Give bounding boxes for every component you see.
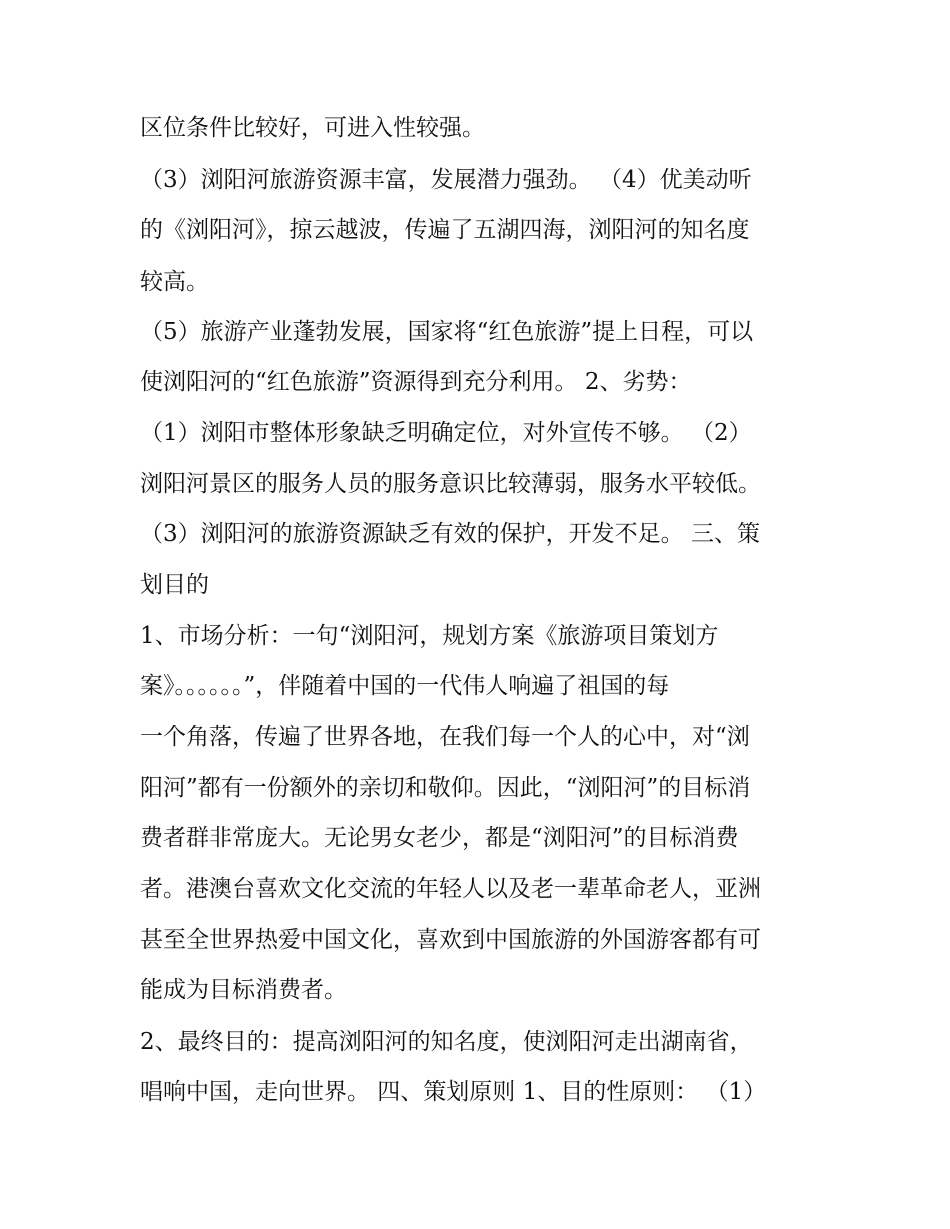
- text-line-1: 区位条件比较好，可进入性较强。: [140, 115, 485, 141]
- text-line-2: （3）浏阳河旅游资源丰富，发展潜力强劲。 （4）优美动听: [140, 167, 752, 193]
- text-line-7: （1）浏阳市整体形象缺乏明确定位，对外宣传不够。 （2）: [140, 420, 752, 446]
- text-line-8: 浏阳河景区的服务人员的服务意识比较薄弱，服务水平较低。: [140, 471, 761, 497]
- text-line-19: 2、最终目的：提高浏阳河的知名度，使浏阳河走出湖南省，: [140, 1029, 753, 1055]
- text-line-15: 费者群非常庞大。无论男女老少，都是“浏阳河”的目标消费: [140, 825, 739, 851]
- text-line-18: 能成为目标消费者。: [140, 977, 347, 1003]
- text-line-9: （3）浏阳河的旅游资源缺乏有效的保护，开发不足。 三、策: [140, 521, 760, 547]
- text-line-11: 1、市场分析：一句“浏阳河，规划方案《旅游项目策划方: [140, 623, 719, 649]
- text-line-17: 甚至全世界热爱中国文化，喜欢到中国旅游的外国游客都有可: [140, 927, 761, 953]
- text-line-20: 唱响中国，走向世界。 四、策划原则 1、目的性原则： （1）: [140, 1079, 767, 1105]
- text-line-16: 者。港澳台喜欢文化交流的年轻人以及老一辈革命老人，亚洲: [140, 876, 761, 902]
- text-line-13: 一个角落，传遍了世界各地，在我们每一个人的心中，对“浏: [140, 724, 750, 750]
- text-line-10: 划目的: [140, 572, 209, 598]
- text-line-3: 的《浏阳河》，掠云越波，传遍了五湖四海，浏阳河的知名度: [140, 217, 750, 243]
- text-line-12: 案》。。。。。。”，伴随着中国的一代伟人响遍了祖国的每: [140, 673, 670, 699]
- text-line-4: 较高。: [140, 269, 209, 295]
- text-line-5: （5）旅游产业蓬勃发展，国家将“红色旅游”提上日程，可以: [140, 319, 754, 345]
- text-line-14: 阳河”都有一份额外的亲切和敬仰。因此，“浏阳河”的目标消: [140, 775, 751, 801]
- text-line-6: 使浏阳河的“红色旅游”资源得到充分利用。 2、劣势：: [140, 369, 692, 395]
